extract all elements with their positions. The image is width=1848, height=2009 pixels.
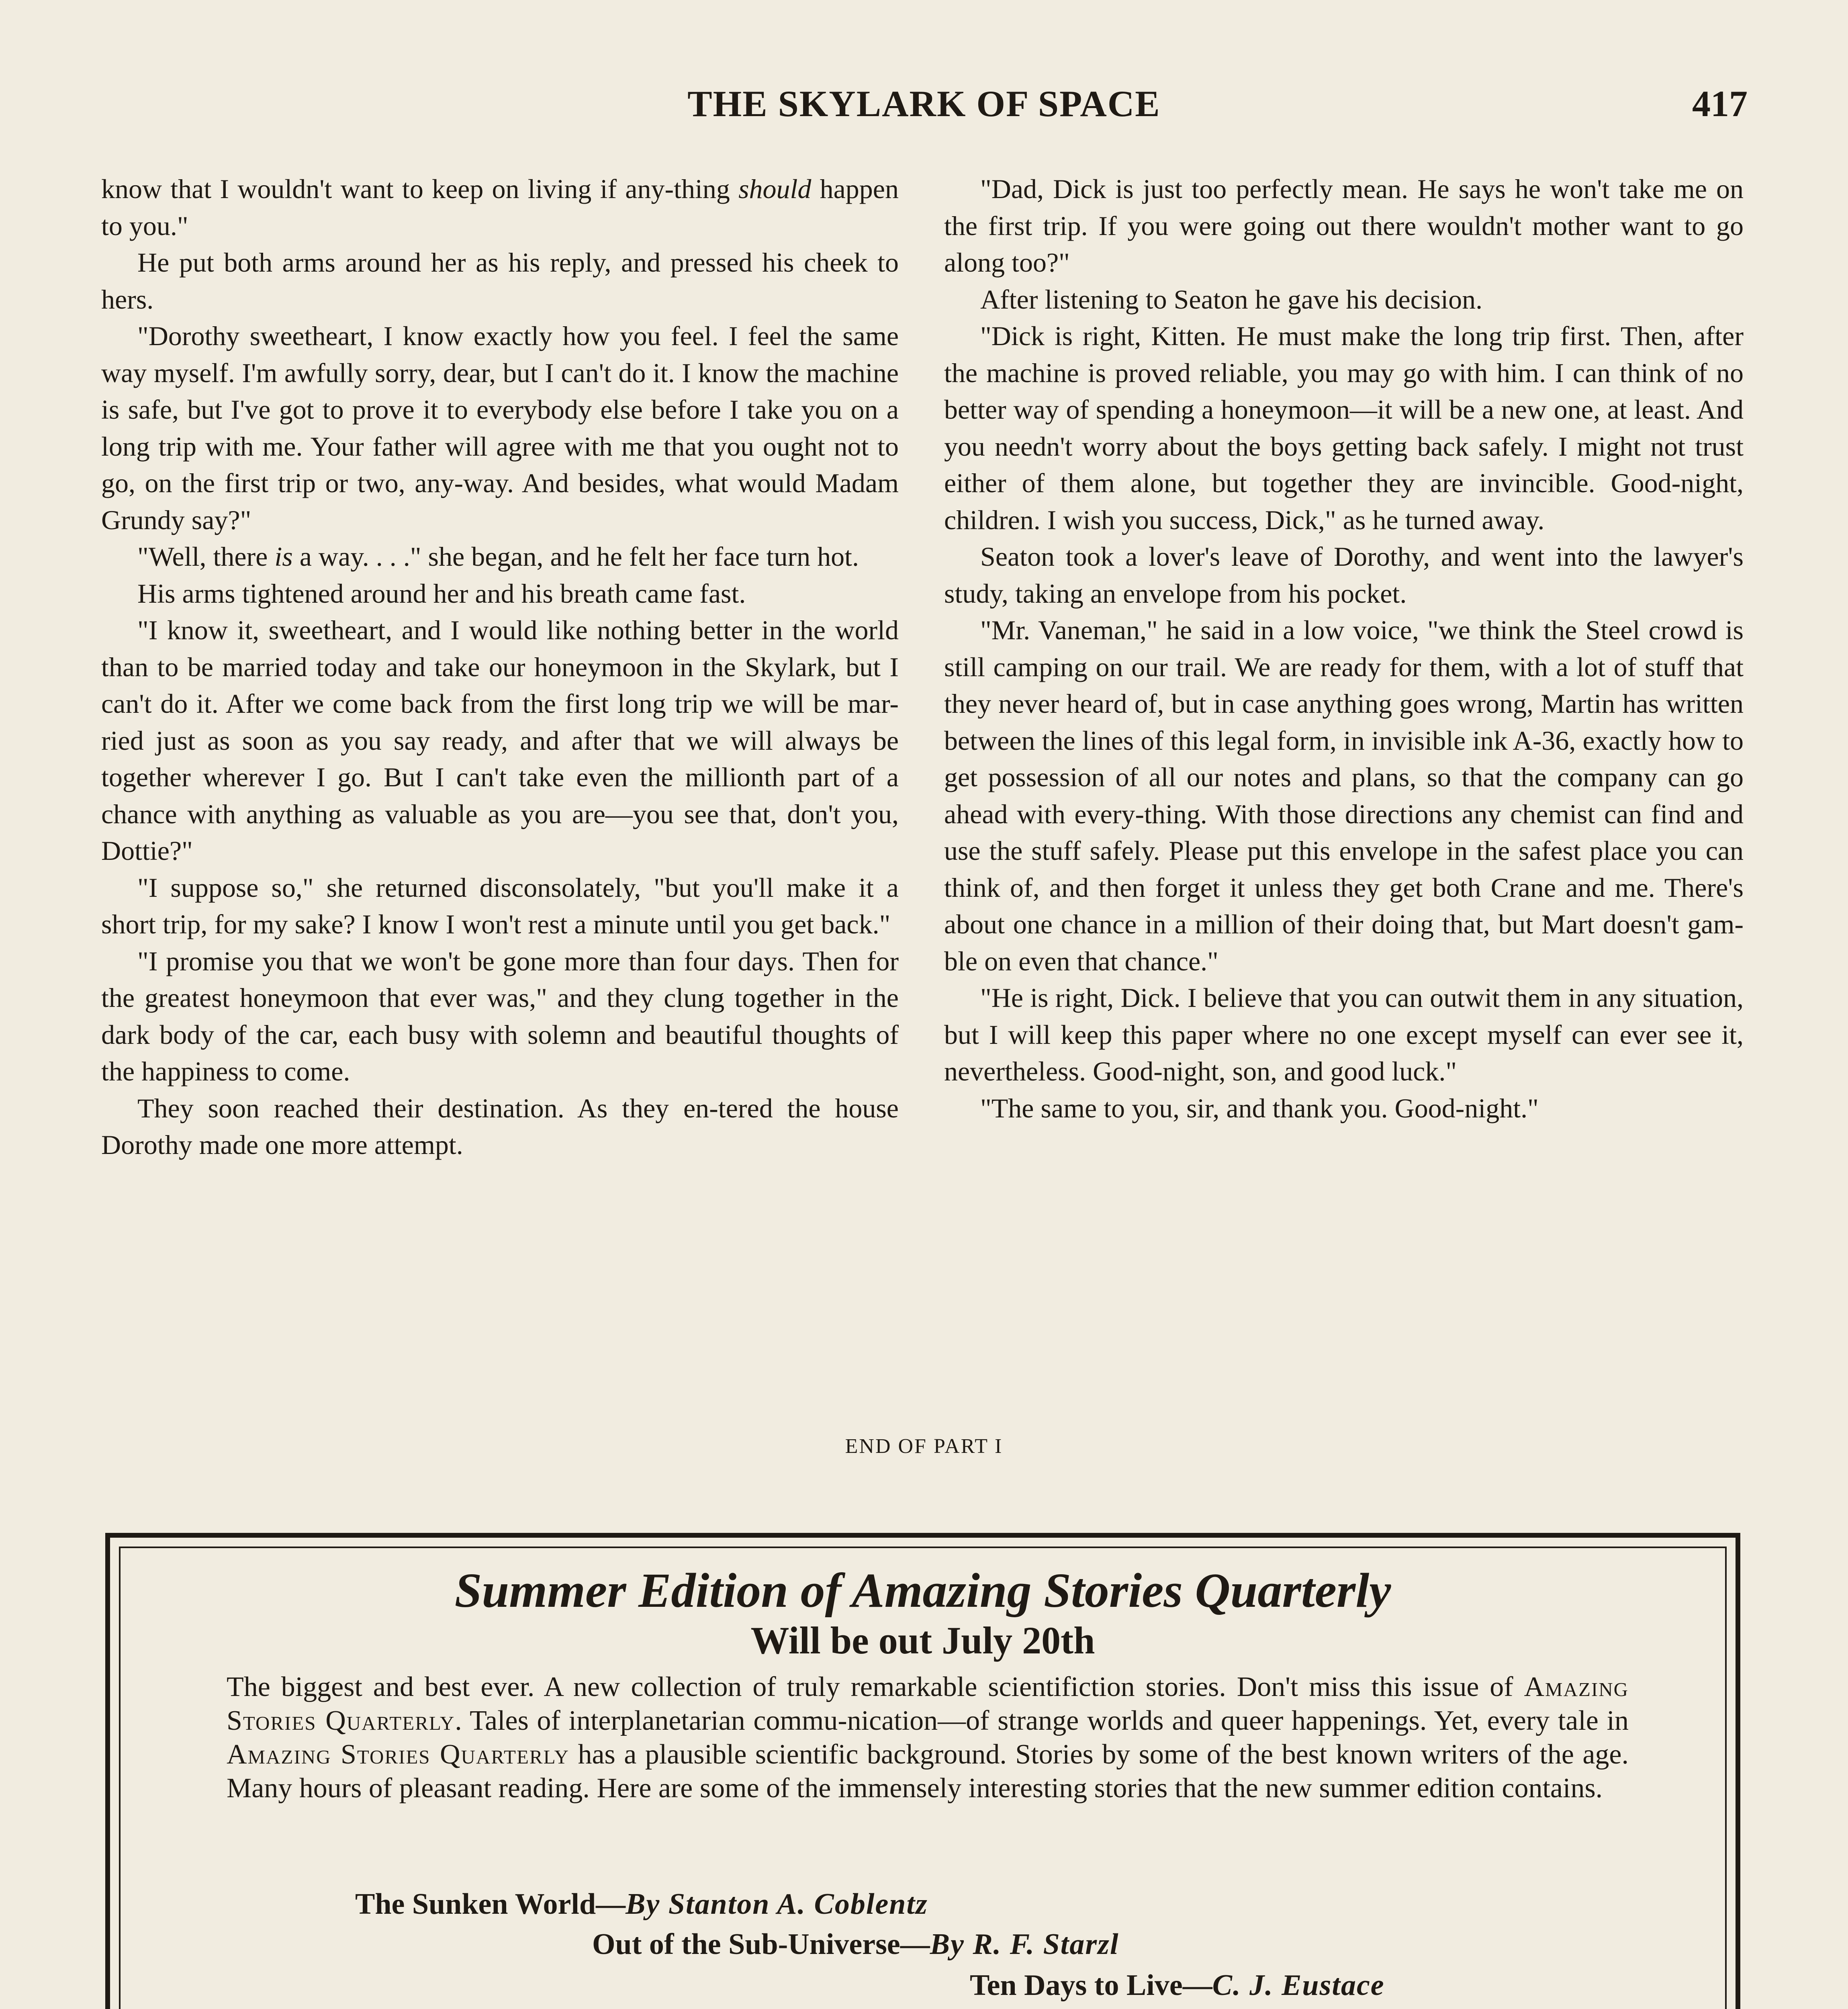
end-of-part-marker: END OF PART I	[845, 1435, 1003, 1458]
paragraph: "Dick is right, Kitten. He must make the long trip first. Then, after the machine is proved reliable, you may go with him. I can think of no better way of spending a honeymoon—it will be a new one, at least. And you needn't worry about the boys getting back safely. I might not trust either of them alone, but together they are invincible. Good-night, children. I wish you success, Dick," as he turned away.	[944, 321, 1744, 535]
paragraph: know that I wouldn't want to keep on living if any-thing should happen to you."	[101, 174, 899, 241]
paragraph: "Dorothy sweetheart, I know exactly how you feel. I feel the same way myself. I'm awfully sorry, dear, but I can't do it. I know the machine is safe, but I've got to prove it to everybody else before I take you on a long trip with me. Your father will agree with me that you ought not to go, on the first trip or two, any-way. And besides, what would Madam Grundy say?"	[101, 321, 899, 535]
paragraph: "Well, there is a way. . . ." she began, and he felt her face turn hot.	[137, 541, 859, 572]
paragraph: Seaton took a lover's leave of Dorothy, and went into the lawyer's study, taking an envelope from his pocket.	[944, 541, 1744, 609]
paragraph: After listening to Seaton he gave his decision.	[980, 284, 1483, 315]
ad-subhead: Will be out July 20th	[750, 1619, 1095, 1662]
right-column	[944, 171, 1744, 1127]
advertisement-box	[105, 1533, 1740, 2009]
ad-story-line: Ten Days to Live—C. J. Eustace	[970, 1969, 1385, 2002]
paragraph: "I promise you that we won't be gone more than four days. Then for the greatest honeymoon that ever was," and they clung together in the dark body of the car, each busy with solemn and beautiful thoughts of the happiness to come.	[101, 945, 899, 1086]
paragraph: "Mr. Vaneman," he said in a low voice, "we think the Steel crowd is still camping on our trail. We are ready for them, with a lot of stuff that they never heard of, but in case anything goes wrong, Martin has written between the lines of this legal form, in invisible ink A-36, exactly how to get possession of all our notes and plans, so that the company can go ahead with every-thing. With those directions any chemist can find and use the stuff safely. Please put this envelope in the safest place you can think of, and then forget it unless they get both Crane and me. There's about one chance in a million of their doing that, but Mart doesn't gam-ble on even that chance."	[944, 615, 1744, 976]
paragraph: They soon reached their destination. As they en-tered the house Dorothy made one more attempt.	[101, 1092, 899, 1160]
page-number: 417	[1692, 83, 1748, 124]
ad-story-line: Out of the Sub-Universe—By R. F. Starzl	[592, 1928, 1119, 1961]
paragraph: "I suppose so," she returned disconsolately, "but you'll make it a short trip, for my sake? I know I won't rest a minute until you get back."	[101, 872, 899, 939]
paragraph: He put both arms around her as his reply, and pressed his cheek to hers.	[101, 247, 899, 315]
paragraph: "The same to you, sir, and thank you. Good-night."	[980, 1092, 1539, 1123]
running-title: THE SKYLARK OF SPACE	[687, 83, 1161, 124]
paragraph: His arms tightened around her and his breath came fast.	[137, 578, 746, 609]
ad-headline: Summer Edition of Amazing Stories Quarterly	[454, 1563, 1391, 1618]
ad-story-line: The Sunken World—By Stanton A. Coblentz	[355, 1888, 928, 1921]
left-column	[101, 171, 899, 1164]
ad-body-text: The biggest and best ever. A new collection of truly remarkable scientifiction stories. Don't miss this issue of Amazing Stories Quarterly. Tales of interplanetarian commu-nication—of strange worlds and queer happenings. Yet, every tale in Amazing Stories Quarterly has a plausible scientific background. Stories by some of the best known writers of the age. Many hours of pleasant reading. Here are some of the immensely interesting stories that the new summer edition contains.	[227, 1671, 1629, 1804]
paragraph: "He is right, Dick. I believe that you can outwit them in any situation, but I will keep this paper where no one except myself can ever see it, nevertheless. Good-night, son, and good luck."	[944, 982, 1744, 1086]
paragraph: "Dad, Dick is just too perfectly mean. He says he won't take me on the first trip. If you were going out there wouldn't mother want to go along too?"	[944, 174, 1744, 278]
paragraph: "I know it, sweetheart, and I would like nothing better in the world than to be married today and take our honeymoon in the Skylark, but I can't do it. After we come back from the first long trip we will be mar-ried just as soon as you say ready, and after that we will always be together wherever I go. But I can't take even the millionth part of a chance with anything as valuable as you are—you see that, don't you, Dottie?"	[101, 615, 899, 866]
